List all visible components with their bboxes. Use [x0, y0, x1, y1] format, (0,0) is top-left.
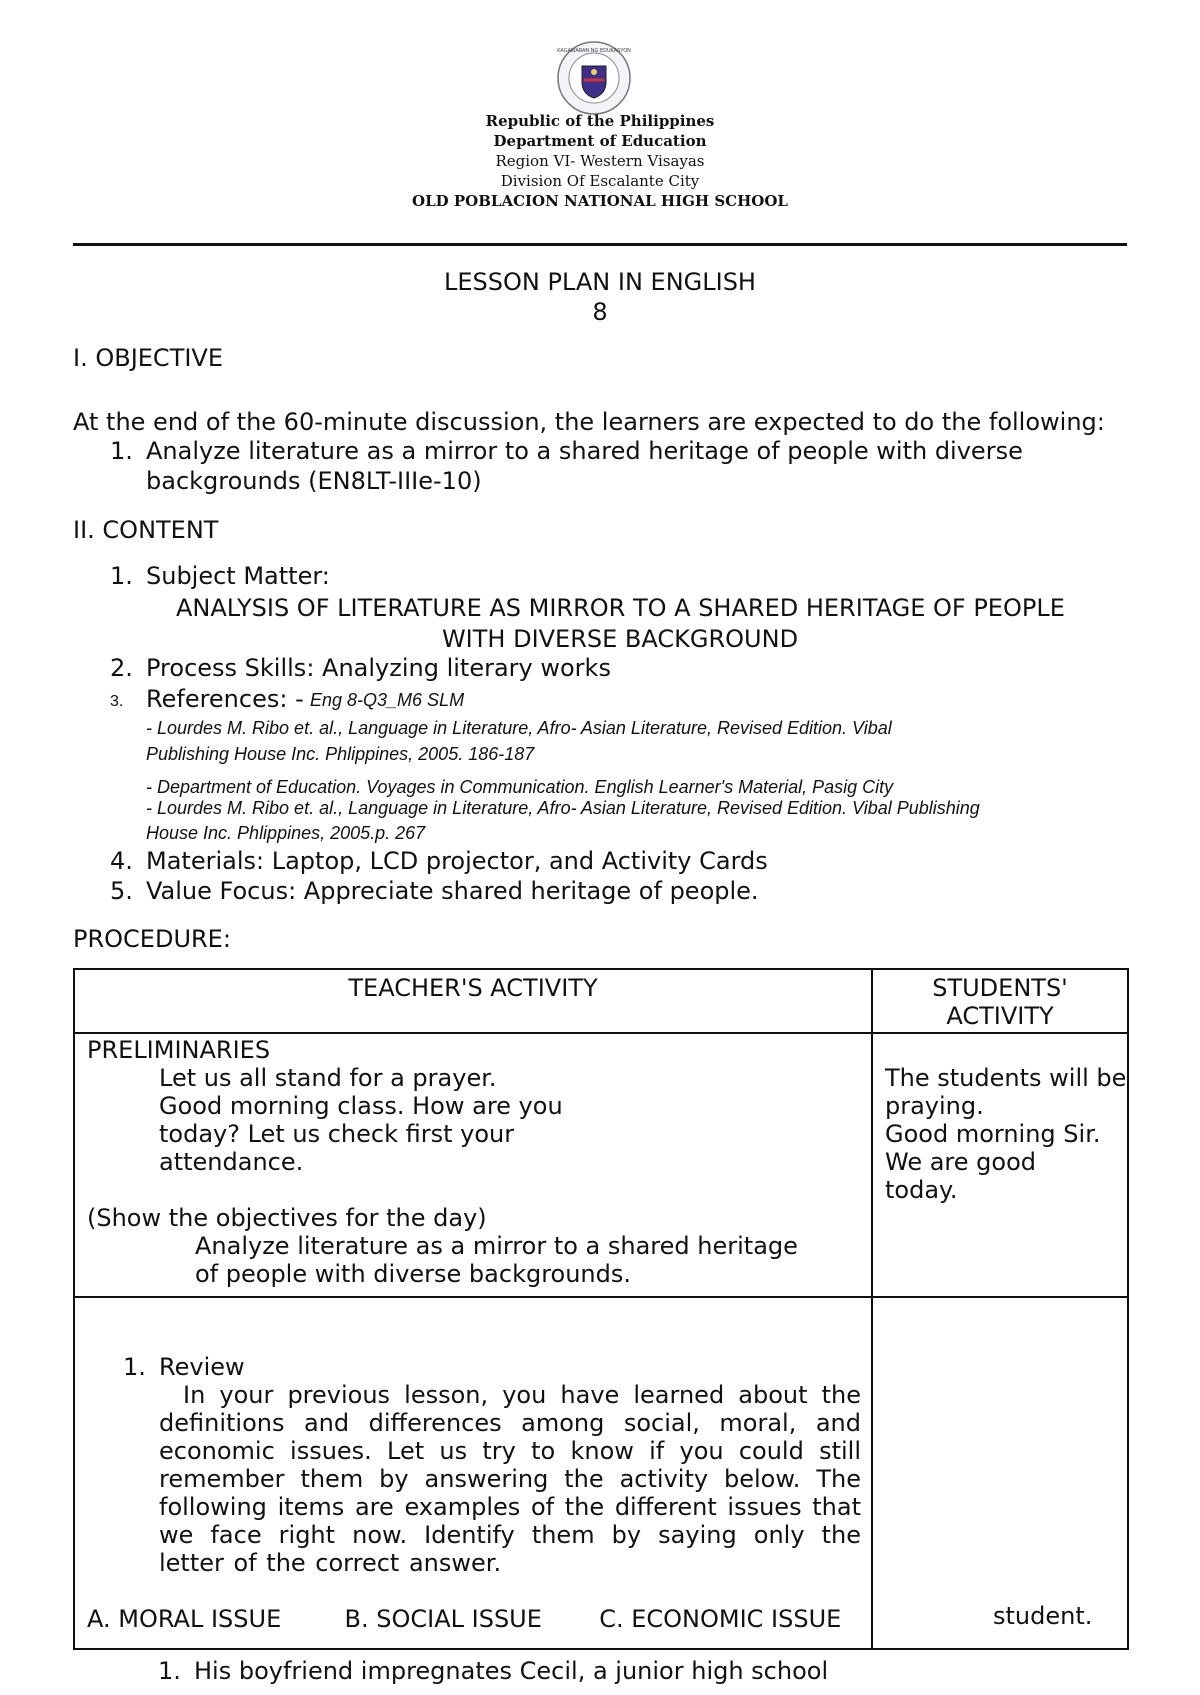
objectives-line2: of people with diverse backgrounds.	[195, 1260, 632, 1288]
students-review: student.	[993, 1602, 1093, 1630]
choice-c: C. ECONOMIC ISSUE	[599, 1605, 842, 1633]
students-prelim-cell	[872, 1033, 1128, 1297]
value-focus: Value Focus: Appreciate shared heritage of people.	[146, 877, 759, 905]
students-line2: praying.	[885, 1092, 984, 1120]
title-grade: 8	[592, 298, 608, 326]
students-review-cell	[872, 1297, 1128, 1649]
prelim-line2: Good morning class. How are you	[159, 1092, 563, 1120]
process-skills: Process Skills: Analyzing literary works	[146, 654, 611, 682]
materials-number: 4.	[110, 847, 133, 875]
document-title	[0, 267, 1200, 327]
procedure-table	[73, 968, 1129, 1650]
col-students-label-2: ACTIVITY	[946, 1002, 1054, 1030]
students-line1: The students will be	[885, 1064, 1127, 1092]
objective-item1-line1: Analyze literature as a mirror to a shared heritage of people with diverse	[146, 437, 1023, 465]
header-region: Region VI- Western Visayas	[495, 152, 705, 170]
students-line5: today.	[885, 1176, 958, 1204]
prelim-heading: PRELIMINARIES	[87, 1036, 271, 1064]
skills-number: 2.	[110, 654, 133, 682]
reference-1: Eng 8-Q3_M6 SLM	[310, 690, 465, 710]
table-row	[74, 1033, 1128, 1297]
header-division: Division Of Escalante City	[500, 172, 700, 190]
review-text: In your previous lesson, you have learned about the definitions and differences among social, moral, and economic issues. Let us try to know if you could still remember them by answering the activity below. The following items are examples of the different issues that we face right now. Identify them by saying only the letter of the correct answer.	[159, 1381, 861, 1577]
preliminaries-cell	[74, 1033, 872, 1297]
header-republic: Republic of the Philippines	[485, 112, 715, 130]
procedure-heading: PROCEDURE:	[73, 925, 231, 953]
references-number: 3.	[110, 693, 124, 710]
students-line3: Good morning Sir.	[885, 1120, 1101, 1148]
subject-title-line1: ANALYSIS OF LITERATURE AS MIRROR TO A SHARED HERITAGE OF PEOPLE	[176, 594, 1065, 622]
item1-number: 1.	[158, 1657, 181, 1685]
table-header-row	[74, 969, 1128, 1033]
table-row	[74, 1297, 1128, 1649]
objectives-line1: Analyze literature as a mirror to a shared heritage	[195, 1232, 798, 1260]
reference-2-line2: Publishing House Inc. Phlippines, 2005. 186-187	[146, 744, 535, 764]
col-teacher-label: TEACHER'S ACTIVITY	[348, 974, 598, 1002]
reference-2-line1: - Lourdes M. Ribo et. al., Language in Literature, Afro- Asian Literature, Revised Edition. Vibal	[146, 718, 892, 738]
header-students	[872, 969, 1128, 1033]
choice-b: B. SOCIAL ISSUE	[344, 1605, 542, 1633]
review-number: 1.	[123, 1353, 146, 1381]
title-line1: LESSON PLAN IN ENGLISH	[444, 268, 756, 296]
objectives-note: (Show the objectives for the day)	[87, 1204, 487, 1232]
students-line4: We are good	[885, 1148, 1036, 1176]
references-label: References: -	[146, 685, 304, 713]
prelim-line1: Let us all stand for a prayer.	[159, 1064, 497, 1092]
review-heading: Review	[159, 1353, 245, 1381]
col-students-label-1: STUDENTS'	[932, 974, 1068, 1002]
reference-4-line2: House Inc. Phlippines, 2005.p. 267	[146, 823, 426, 843]
objective-item1-number: 1.	[110, 437, 133, 465]
header-teacher	[74, 969, 872, 1033]
subject-number: 1.	[110, 562, 133, 590]
header-block	[0, 111, 1200, 211]
seal-text: KAGAWARAN NG EDUKASYON	[557, 48, 631, 54]
prelim-line3: today? Let us check first your	[159, 1120, 515, 1148]
prelim-line4: attendance.	[159, 1148, 304, 1176]
header-divider	[73, 243, 1127, 246]
objective-heading: I. OBJECTIVE	[73, 344, 224, 372]
objective-item1-line2: backgrounds (EN8LT-IIIe-10)	[146, 467, 482, 495]
deped-seal-icon	[556, 40, 632, 116]
materials: Materials: Laptop, LCD projector, and Activity Cards	[146, 847, 768, 875]
content-heading: II. CONTENT	[73, 516, 219, 544]
value-number: 5.	[110, 877, 133, 905]
subject-label: Subject Matter:	[146, 562, 330, 590]
header-school: OLD POBLACION NATIONAL HIGH SCHOOL	[412, 192, 788, 210]
reference-4-line1: - Lourdes M. Ribo et. al., Language in Literature, Afro- Asian Literature, Revised Edition. Vibal Publishing	[146, 798, 980, 818]
objective-intro: At the end of the 60-minute discussion, the learners are expected to do the following:	[73, 408, 1105, 436]
reference-3: - Department of Education. Voyages in Communication. English Learner's Material, Pasig City	[146, 777, 894, 797]
choice-a: A. MORAL ISSUE	[87, 1605, 282, 1633]
subject-title-line2: WITH DIVERSE BACKGROUND	[441, 625, 799, 653]
review-cell	[74, 1297, 872, 1649]
header-department: Department of Education	[493, 132, 707, 150]
item1-text: His boyfriend impregnates Cecil, a junior high school	[194, 1657, 829, 1685]
